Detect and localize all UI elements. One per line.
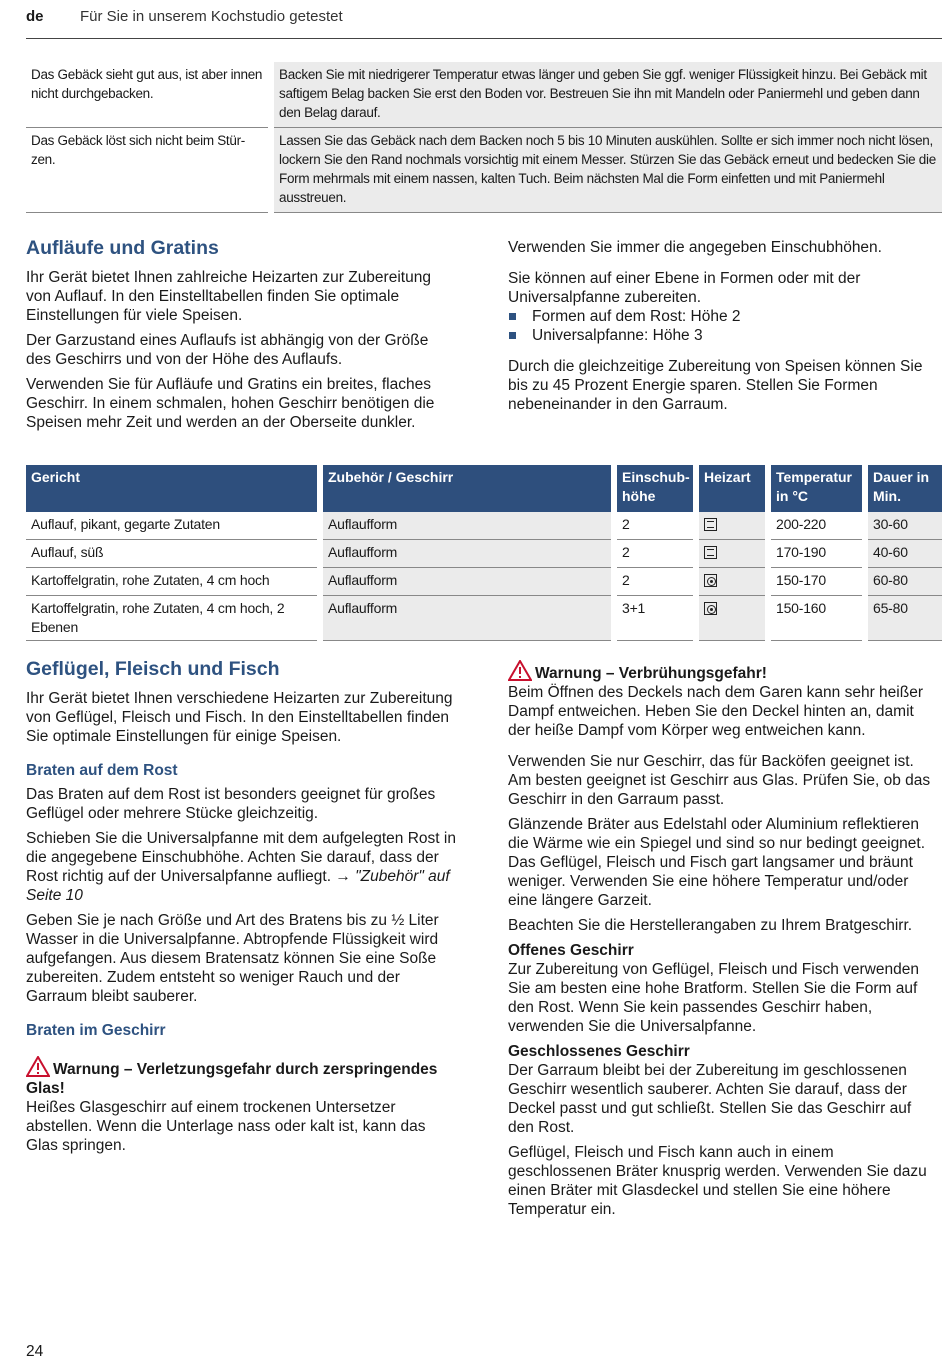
level-cell: 2 (614, 512, 696, 540)
arrow-icon: → (335, 868, 351, 885)
auflaeufe-left-column (26, 237, 456, 432)
header-divider (26, 38, 942, 39)
dish-cell: Kartoffelgratin, rohe Zutaten, 4 cm hoch, 2 Ebenen (26, 596, 320, 641)
level-cell: 2 (614, 540, 696, 568)
warning-text: Heißes Glasgeschirr auf einem trockenen Untersetzer abstellen. Wenn die Unterlage nass oder kalt ist, kann das Glas springen. (26, 1099, 426, 1154)
column-header-heating-mode: Heizart (696, 465, 768, 512)
gefluegel-right-column (508, 660, 938, 1219)
paragraph: Der Garzustand eines Auflaufs ist abhängig von der Größe des Geschirrs und von der Höhe des Auflaufs. (26, 332, 429, 368)
table-row (26, 62, 942, 128)
bullet-square-icon (509, 313, 516, 320)
bullet-list (508, 307, 938, 345)
top-bottom-heat-icon (704, 546, 717, 559)
solution-cell: Lassen Sie das Gebäck nach dem Backen noch 5 bis 10 Minuten auskühlen. Sollte er sich immer noch nicht lösen, lockern Sie den Rand nochmals vorsichtig mit einem Messer. Stürzen Sie das Gebäck erneut und bedecken Sie die Form mehrmals mit einem nassen, kalten Tuch. Beim nächsten Mal die Form einfetten und mit Paniermehl ausstreuen. (271, 128, 942, 213)
section-heading-auflaeufe: Aufläufe und Gratins (26, 237, 219, 259)
subheading-braten-geschirr: Braten im Geschirr (26, 1022, 166, 1039)
column-header-duration: Dauer in Min. (865, 465, 942, 512)
section-heading-gefluegel: Geflügel, Fleisch und Fisch (26, 658, 280, 680)
duration-cell: 60-80 (865, 568, 942, 596)
list-item (508, 307, 938, 326)
paragraph: Glänzende Bräter aus Edelstahl oder Aluminium reflektieren die Wärme wie ein Spiegel und sind so nur bedingt geeignet. Das Geflügel, Fleisch und Fisch gart langsamer und bräunt weniger. Verwenden Sie eine höhere Temperatur und/oder eine längere Garzeit. (508, 816, 926, 909)
column-header-accessory: Zubehör / Geschirr (320, 465, 614, 512)
auflaeufe-right-column (508, 238, 938, 414)
warning-title (508, 660, 938, 683)
list-item-text: Universalpfanne: Höhe 3 (532, 327, 703, 344)
subheading-geschlossenes-geschirr: Geschlossenes Geschirr (508, 1043, 690, 1060)
warning-triangle-icon (26, 1056, 50, 1077)
duration-cell: 40-60 (865, 540, 942, 568)
paragraph: Durch die gleichzeitige Zubereitung von Speisen können Sie bis zu 45 Prozent Energie sparen. Stellen Sie Formen nebeneinander in den Garraum. (508, 358, 923, 413)
accessory-cell: Auflaufform (320, 512, 614, 540)
paragraph: Geflügel, Fleisch und Fisch kann auch in einem geschlossenen Bräter knusprig werden. Verwenden Sie dazu einen Bräter mit Glasdeckel und stellen Sie eine höhere Temperatur ein. (508, 1144, 927, 1218)
temperature-cell: 200-220 (768, 512, 865, 540)
paragraph (26, 829, 456, 905)
list-item (508, 326, 938, 345)
paragraph: Verwenden Sie für Aufläufe und Gratins ein breites, flaches Geschirr. In einem schmalen, hohen Geschirr benötigen die Speisen mehr Zeit und werden an der Oberseite dunkler. (26, 376, 435, 431)
paragraph: Verwenden Sie nur Geschirr, das für Backöfen geeignet ist. Am besten geeignet ist Geschirr aus Glas. Prüfen Sie, ob das Geschirr in den Garraum passt. (508, 753, 931, 808)
column-header-temperature: Temperatur in °C (768, 465, 865, 512)
paragraph: Verwenden Sie immer die angegeben Einschubhöhen. (508, 239, 882, 256)
running-header-title: Für Sie in unserem Kochstudio getestet (80, 8, 343, 25)
warning-title-text: Warnung – Verletzungsgefahr durch zerspringendes Glas! (26, 1061, 438, 1097)
paragraph: Ihr Gerät bietet Ihnen verschiedene Heizarten zur Zubereitung von Geflügel, Fleisch und Fisch. In den Einstelltabellen finden Sie optimale Einstellungen für einige Speisen. (26, 690, 453, 745)
duration-cell: 65-80 (865, 596, 942, 641)
paragraph-text: Schieben Sie die Universalpfanne mit dem aufgelegten Rost in die angegebene Einschubhöhe. Achten Sie darauf, dass der Rost richtig auf der Universalpfanne aufliegt. (26, 830, 456, 885)
paragraph: Zur Zubereitung von Geflügel, Fleisch und Fisch verwenden Sie am besten eine hohe Bratform. Stellen Sie die Form auf den Rost. Wenn Sie kein passendes Geschirr haben, verwenden Sie die Universalpfanne. (508, 961, 919, 1035)
paragraph: Der Garraum bleibt bei der Zubereitung im geschlossenen Geschirr wesentlich sauberer. Achten Sie darauf, dass der Deckel passt und gut schließt. Stellen Sie das Geschirr auf den Rost. (508, 1062, 912, 1136)
heating-mode-cell (696, 512, 768, 540)
language-code: de (26, 8, 44, 25)
table-row (26, 568, 942, 596)
table-row (26, 512, 942, 540)
level-cell: 2 (614, 568, 696, 596)
problem-cell: Das Gebäck sieht gut aus, ist aber innen nicht durchgebacken. (26, 62, 271, 128)
level-cell: 3+1 (614, 596, 696, 641)
heating-mode-cell (696, 568, 768, 596)
paragraph: Sie können auf einer Ebene in Formen oder mit der Universalpfanne zubereiten. (508, 270, 861, 306)
subheading-offenes-geschirr: Offenes Geschirr (508, 942, 634, 959)
troubleshooting-table (26, 62, 942, 213)
paragraph: Ihr Gerät bietet Ihnen zahlreiche Heizarten zur Zubereitung von Auflauf. In den Einstelltabellen finden Sie optimale Einstellungen für viele Speisen. (26, 269, 431, 324)
paragraph: Beachten Sie die Herstellerangaben zu Ihrem Bratgeschirr. (508, 917, 913, 934)
subheading-braten-rost: Braten auf dem Rost (26, 762, 178, 779)
hot-air-icon (704, 602, 717, 615)
heating-mode-cell (696, 596, 768, 641)
solution-cell: Backen Sie mit niedrigerer Temperatur etwas länger und geben Sie ggf. weniger Flüssigkeit hinzu. Bei Gebäck mit saftigem Belag backen Sie erst den Boden vor. Bestreuen Sie ihn mit Mandeln oder Paniermehl und geben dann den Belag darauf. (271, 62, 942, 128)
warning-title-text: Warnung – Verbrühungsgefahr! (535, 665, 767, 682)
warning-title (26, 1056, 456, 1098)
problem-cell: Das Gebäck löst sich nicht beim Stürzen. (26, 128, 271, 213)
column-header-level: Einschubhöhe (614, 465, 696, 512)
heating-mode-cell (696, 540, 768, 568)
warning-text: Beim Öffnen des Deckels nach dem Garen kann sehr heißer Dampf entweichen. Heben Sie den Deckel hinten an, damit der heiße Dampf vom Körper weg entweichen kann. (508, 684, 923, 739)
paragraph: Geben Sie je nach Größe und Art des Bratens bis zu ½ Liter Wasser in die Universalpfanne. Abtropfende Flüssigkeit wird aufgefangen. Aus diesem Bratensatz können Sie eine Soße zubereiten. Zudem entsteht so weniger Rauch und der Garraum bleibt sauberer. (26, 912, 439, 1005)
accessory-cell: Auflaufform (320, 596, 614, 641)
paragraph: Das Braten auf dem Rost ist besonders geeignet für großes Geflügel oder mehrere Stücke gleichzeitig. (26, 786, 436, 822)
accessory-cell: Auflaufform (320, 540, 614, 568)
settings-table (26, 465, 942, 641)
warning-triangle-icon (508, 660, 532, 681)
table-row (26, 540, 942, 568)
table-row (26, 128, 942, 213)
dish-cell: Kartoffelgratin, rohe Zutaten, 4 cm hoch (26, 568, 320, 596)
accessory-cell: Auflaufform (320, 568, 614, 596)
top-bottom-heat-icon (704, 518, 717, 531)
temperature-cell: 170-190 (768, 540, 865, 568)
temperature-cell: 150-160 (768, 596, 865, 641)
table-row (26, 596, 942, 641)
hot-air-icon (704, 574, 717, 587)
page-number: 24 (26, 1343, 44, 1360)
temperature-cell: 150-170 (768, 568, 865, 596)
gefluegel-left-column (26, 658, 456, 1155)
column-header-dish: Gericht (26, 465, 320, 512)
table-header-row (26, 465, 942, 512)
dish-cell: Auflauf, pikant, gegarte Zutaten (26, 512, 320, 540)
cross-reference-link[interactable]: "Zubehör" auf Seite 10 (26, 868, 450, 904)
bullet-square-icon (509, 332, 516, 339)
list-item-text: Formen auf dem Rost: Höhe 2 (532, 308, 741, 325)
dish-cell: Auflauf, süß (26, 540, 320, 568)
duration-cell: 30-60 (865, 512, 942, 540)
